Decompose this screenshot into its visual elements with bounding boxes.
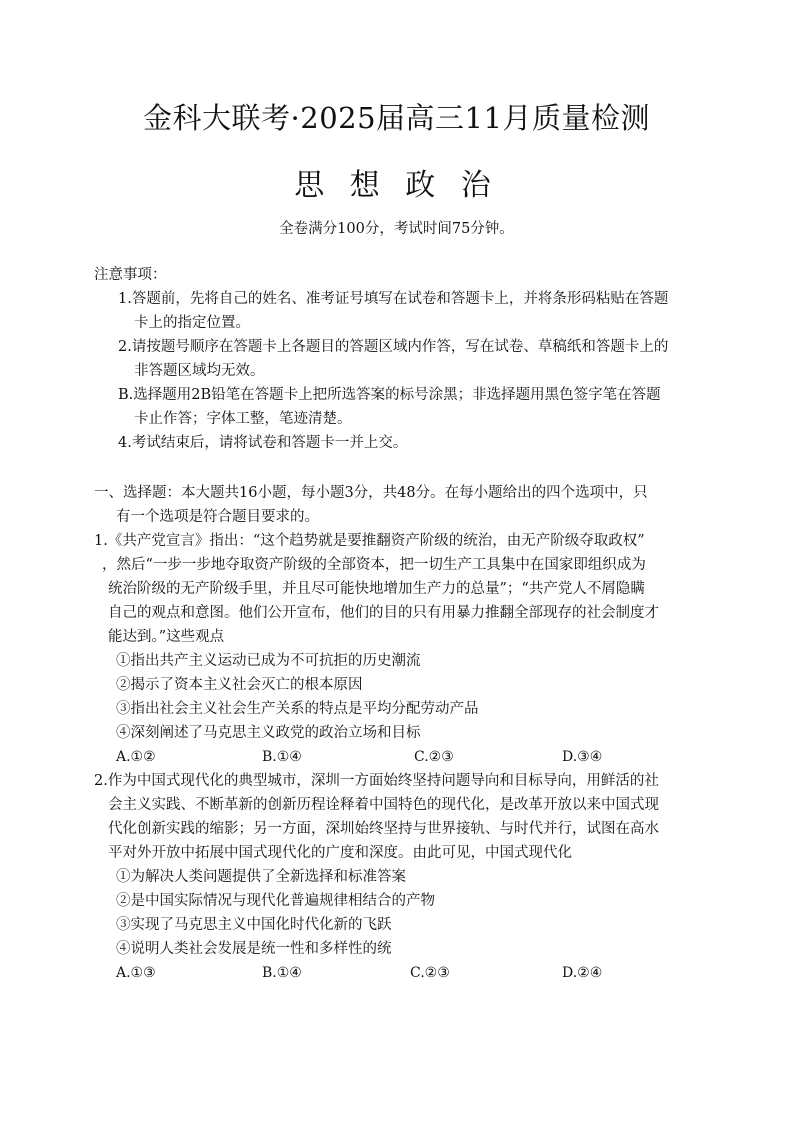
question-1-statement: ③指出社会主义社会生产关系的特点是平均分配劳动产品 <box>116 701 479 717</box>
question-2-statement: ③实现了马克思主义中国化时代化新的飞跃 <box>116 917 392 933</box>
exam-title: 金科大联考·2025届高三11月质量检测 <box>143 101 650 135</box>
question-1-stem: 自己的观点和意图。他们公开宣布，他们的目的只有用暴力推翻全部现存的社会制度才 <box>108 605 659 621</box>
question-2-option-a[interactable]: A.①③ <box>116 965 156 981</box>
section-heading: 有一个选项是符合题目要求的。 <box>116 509 319 525</box>
question-1-option-b[interactable]: B.①④ <box>262 749 302 765</box>
question-2-option-d[interactable]: D.②④ <box>562 965 603 981</box>
question-2-stem: 平对外开放中拓展中国式现代化的广度和深度。由此可见，中国式现代化 <box>108 845 572 861</box>
question-1-statement: ④深刻阐述了马克思主义政党的政治立场和目标 <box>116 725 421 741</box>
question-2-option-c[interactable]: C.②③ <box>410 965 450 981</box>
question-1-option-c[interactable]: C.②③ <box>414 749 454 765</box>
question-1-stem: 能达到。”这些观点 <box>108 629 225 645</box>
question-1-stem: 1.《共产党宣言》指出：“这个趋势就是要推翻资产阶级的统治，由无产阶级夺取政权” <box>94 533 645 549</box>
question-2-statement: ①为解决人类问题提供了全新选择和标准答案 <box>116 869 406 885</box>
question-1-option-a[interactable]: A.①② <box>116 749 156 765</box>
question-1-statement: ②揭示了资本主义社会灭亡的根本原因 <box>116 677 363 693</box>
notes-line: 4.考试结束后，请将试卷和答题卡一并上交。 <box>118 435 408 451</box>
question-1-option-d[interactable]: D.③④ <box>562 749 603 765</box>
section-heading: 一、选择题：本大题共16小题，每小题3分，共48分。在每小题给出的四个选项中，只 <box>94 485 648 501</box>
notes-line: B.选择题用2B铅笔在答题卡上把所选答案的标号涂黑；非选择题用黑色签字笔在答题 <box>118 387 661 403</box>
notes-line: 卡上的指定位置。 <box>134 315 250 331</box>
notes-line: 非答题区域均无效。 <box>134 363 265 379</box>
notes-line: 卡止作答；字体工整，笔迹清楚。 <box>134 411 352 427</box>
question-2-stem: 2.作为中国式现代化的典型城市，深圳一方面始终坚持问题导向和目标导向，用鲜活的社 <box>94 773 659 789</box>
question-1-stem: 统治阶级的无产阶级手里，并且尽可能快地增加生产力的总量”；“共产党人不屑隐瞒 <box>108 581 645 597</box>
question-2-stem: 会主义实践、不断革新的创新历程诠释着中国特色的现代化，是改革开放以来中国式现 <box>108 797 659 813</box>
question-1-statement: ①指出共产主义运动已成为不可抗拒的历史潮流 <box>116 653 421 669</box>
notes-heading: 注意事项： <box>94 267 167 283</box>
question-2-option-b[interactable]: B.①④ <box>262 965 302 981</box>
question-2-statement: ②是中国实际情况与现代化普遍规律相结合的产物 <box>116 893 435 909</box>
notes-line: 1.答题前，先将自己的姓名、准考证号填写在试卷和答题卡上，并将条形码粘贴在答题 <box>118 291 669 307</box>
question-2-statement: ④说明人类社会发展是统一性和多样性的统 <box>116 941 392 957</box>
question-1-stem: ，然后“一步一步地夺取资产阶级的全部资本，把一切生产工具集中在国家即组织成为 <box>102 557 646 573</box>
subject-title: 思 想 政 治 <box>294 168 499 203</box>
question-2-stem: 代化创新实践的缩影；另一方面，深圳始终坚持与世界接轨、与时代并行，试图在高水 <box>108 821 659 837</box>
notes-line: 2.请按题号顺序在答题卡上各题目的答题区域内作答，写在试卷、草稿纸和答题卡上的 <box>118 339 669 355</box>
score-info: 全卷满分100分，考试时间75分钟。 <box>279 221 514 237</box>
